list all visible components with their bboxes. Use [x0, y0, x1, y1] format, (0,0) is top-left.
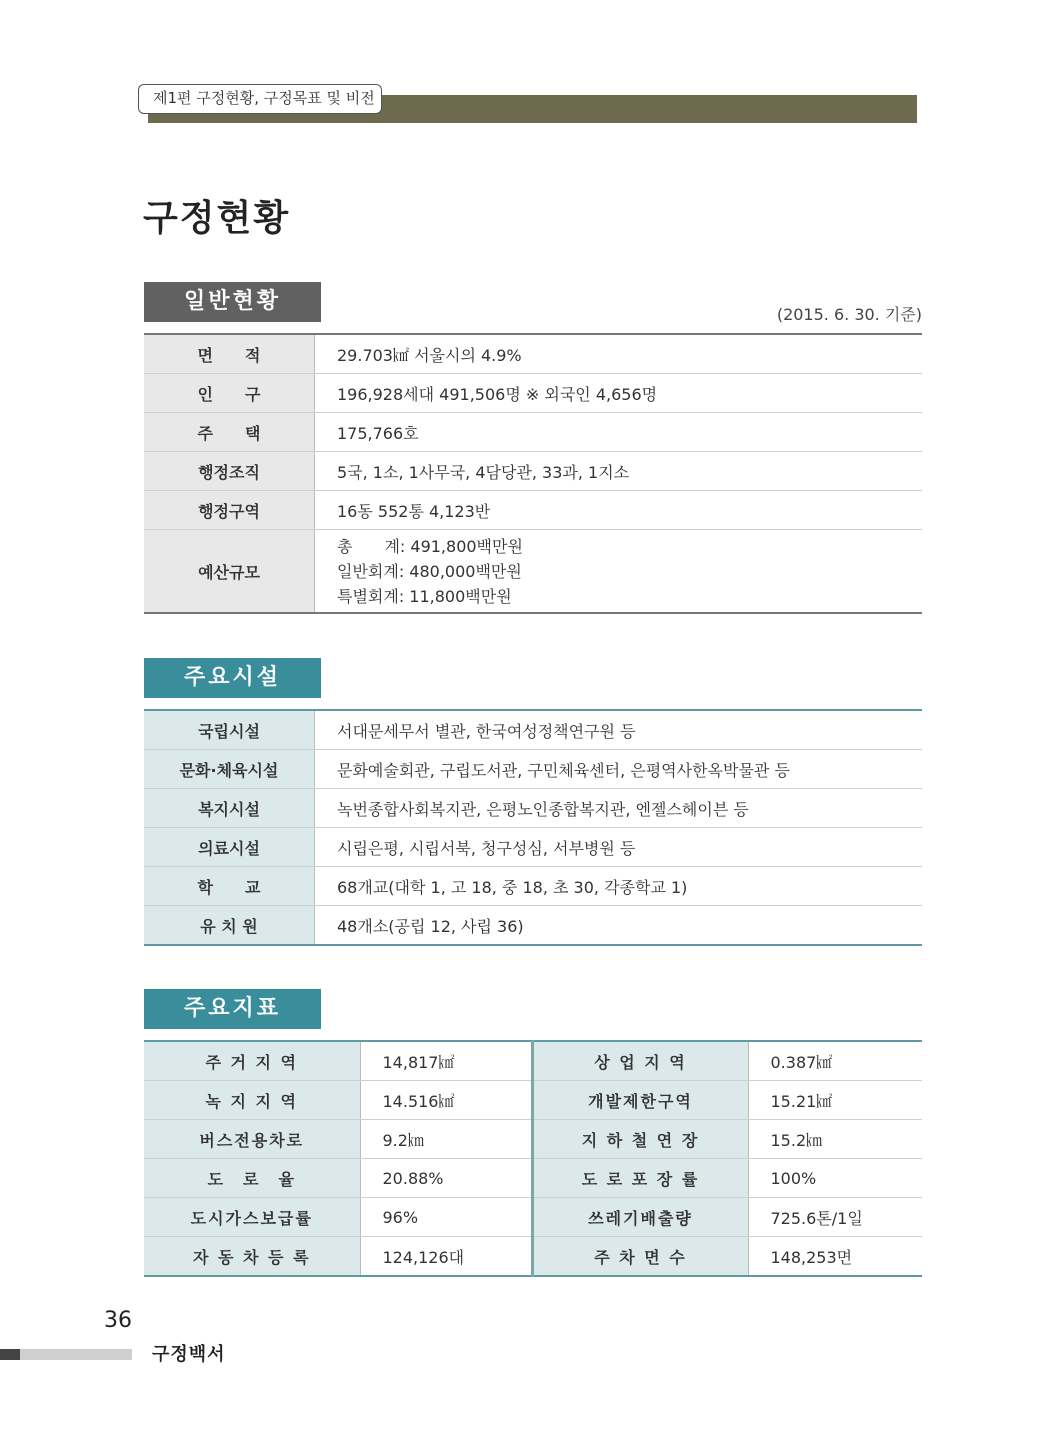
row-label: 행정구역 [144, 491, 315, 530]
table-row [144, 1120, 922, 1159]
row-value: 175,766호 [315, 413, 923, 452]
row-value: 녹번종합사회복지관, 은평노인종합복지관, 엔젤스헤이븐 등 [315, 789, 923, 828]
indicator-label: 주 차 면 수 [532, 1237, 748, 1277]
indicator-value: 124,126대 [360, 1237, 532, 1277]
budget-general-account: 일반회계: 480,000백만원 [337, 561, 522, 581]
row-value: 문화예술회관, 구립도서관, 구민체육센터, 은평역사한옥박물관 등 [315, 750, 923, 789]
table-row [144, 750, 922, 789]
table-row [144, 789, 922, 828]
footer-bar-dark [0, 1349, 20, 1360]
indicator-label: 상 업 지 역 [532, 1041, 748, 1081]
budget-total: 총 계: 491,800백만원 [337, 536, 523, 556]
row-label: 주 택 [144, 413, 315, 452]
facilities-table [144, 709, 922, 946]
row-value: 48개소(공립 12, 사립 36) [315, 906, 923, 946]
row-label: 학 교 [144, 867, 315, 906]
table-row [144, 1081, 922, 1120]
indicator-value: 15.21㎢ [748, 1081, 922, 1120]
row-value: 16동 552통 4,123반 [315, 491, 923, 530]
chapter-tab: 제1편 구정현황, 구정목표 및 비전 [138, 84, 382, 114]
row-value: 서대문세무서 별관, 한국여성정책연구원 등 [315, 710, 923, 750]
row-value: 시립은평, 시립서북, 청구성심, 서부병원 등 [315, 828, 923, 867]
row-label: 면 적 [144, 334, 315, 374]
indicator-label: 녹 지 지 역 [144, 1081, 360, 1120]
table-row [144, 413, 922, 452]
footer-bar-light [20, 1349, 132, 1360]
table-row [144, 1237, 922, 1277]
table-row [144, 452, 922, 491]
indicator-value: 0.387㎢ [748, 1041, 922, 1081]
table-row [144, 491, 922, 530]
indicator-value: 148,253면 [748, 1237, 922, 1277]
row-label: 복지시설 [144, 789, 315, 828]
as-of-date: (2015. 6. 30. 기준) [776, 305, 922, 324]
page-title: 구정현황 [143, 198, 291, 239]
budget-special-account: 특별회계: 11,800백만원 [337, 586, 512, 606]
indicator-label: 도시가스보급률 [144, 1198, 360, 1237]
indicator-label: 도 로 율 [144, 1159, 360, 1198]
indicator-value: 15.2㎞ [748, 1120, 922, 1159]
general-status-table [144, 333, 922, 614]
row-value: 68개교(대학 1, 고 18, 중 18, 초 30, 각종학교 1) [315, 867, 923, 906]
budget-lines [315, 530, 923, 614]
indicator-label: 자 동 차 등 록 [144, 1237, 360, 1277]
indicator-value: 20.88% [360, 1159, 532, 1198]
row-value: 5국, 1소, 1사무국, 4담당관, 33과, 1지소 [315, 452, 923, 491]
table-row [144, 374, 922, 413]
indicator-value: 725.6톤/1일 [748, 1198, 922, 1237]
table-row [144, 828, 922, 867]
footer-book-title: 구정백서 [152, 1344, 226, 1365]
table-row [144, 1198, 922, 1237]
section-title-facilities: 주요시설 [144, 658, 321, 698]
section-title-indicators: 주요지표 [144, 989, 321, 1029]
indicator-value: 96% [360, 1198, 532, 1237]
indicator-label: 개발제한구역 [532, 1081, 748, 1120]
row-value: 29.703㎢ 서울시의 4.9% [315, 334, 923, 374]
row-label: 행정조직 [144, 452, 315, 491]
indicator-label: 도 로 포 장 률 [532, 1159, 748, 1198]
table-row-budget [144, 530, 922, 614]
row-label: 인 구 [144, 374, 315, 413]
table-row [144, 1159, 922, 1198]
row-label: 유 치 원 [144, 906, 315, 946]
indicator-label: 쓰레기배출량 [532, 1198, 748, 1237]
table-row [144, 334, 922, 374]
table-row [144, 867, 922, 906]
table-row [144, 710, 922, 750]
table-row [144, 1041, 922, 1081]
section-title-general: 일반현황 [144, 282, 321, 322]
table-row [144, 906, 922, 946]
row-label: 문화·체육시설 [144, 750, 315, 789]
indicator-value: 100% [748, 1159, 922, 1198]
row-label: 예산규모 [144, 530, 315, 614]
indicator-label: 지 하 철 연 장 [532, 1120, 748, 1159]
indicator-value: 14,817㎢ [360, 1041, 532, 1081]
row-value: 196,928세대 491,506명 ※ 외국인 4,656명 [315, 374, 923, 413]
row-label: 의료시설 [144, 828, 315, 867]
indicator-value: 9.2㎞ [360, 1120, 532, 1159]
indicator-label: 버스전용차로 [144, 1120, 360, 1159]
indicator-value: 14.516㎢ [360, 1081, 532, 1120]
page-number: 36 [104, 1308, 132, 1333]
row-label: 국립시설 [144, 710, 315, 750]
indicators-table [144, 1040, 922, 1277]
indicator-label: 주 거 지 역 [144, 1041, 360, 1081]
